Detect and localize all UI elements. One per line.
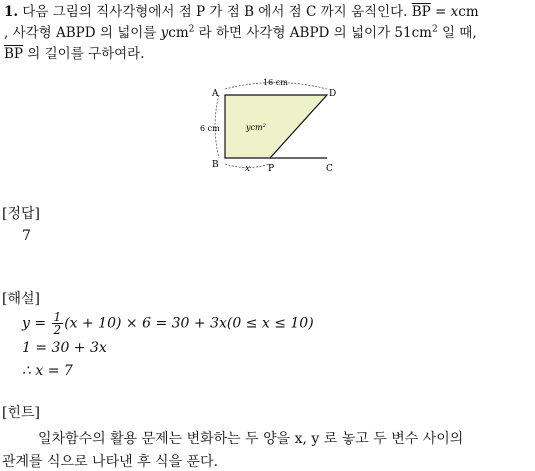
bottom-var-label: x [245,164,251,174]
problem-line-1: 1. 다음 그림의 직사각형에서 점 P 가 점 B 에서 점 C 까지 움직인다. $\overline{BP}$ = xcm [4,4,479,20]
segment-bp: $\overline{BP}$ [411,4,431,20]
solution-header: [해설] [2,291,40,307]
hint-line-2: 관계를 식으로 나타낸 후 식을 푼다. [2,454,219,470]
answer-value: 7 [22,228,31,244]
answer-header: [정답] [2,206,40,222]
solution-line-2: 1 = 30 + 3x [22,340,107,356]
quadrilateral-abpd [225,95,327,158]
solution-line-1: y = $\frac{1}{2}$ (x + 10) × 6 = 30 + 3x(0 ≤ x ≤ 10) [22,310,314,337]
solution-line-3: ∴ x = 7 [22,363,73,379]
fraction-half: $\frac{1}{2}$ [53,310,62,337]
rectangle-figure [195,76,345,176]
hint-line-1: 일차함수의 활용 문제는 변화하는 두 양을 x, y 로 놓고 두 변수 사이의 [38,431,464,447]
hint-header: [힌트] [2,405,40,421]
left-length-label: 6 cm [200,124,220,133]
label-p: P [268,164,275,174]
label-c: C [326,164,333,174]
problem-number: 1. [4,4,19,20]
label-a: A [212,89,219,99]
problem-text-1: 다음 그림의 직사각형에서 점 P 가 점 B 에서 점 C 까지 움직인다. [22,4,408,20]
top-length-label: 16 cm [263,78,288,87]
problem-line-3: $\overline{BP}$ 의 길이를 구하여라. [4,46,145,62]
label-b: B [212,160,219,170]
problem-line-2: , 사각형 ABPD 의 넓이를 ycm$^2$ 라 하면 사각형 ABPD 의 넓이가 $51cm^2$ 일 때, [4,24,477,41]
area-label: ycm$^2$ [246,123,266,132]
label-d: D [329,89,337,99]
segment-bp-2: $\overline{BP}$ [4,46,24,62]
